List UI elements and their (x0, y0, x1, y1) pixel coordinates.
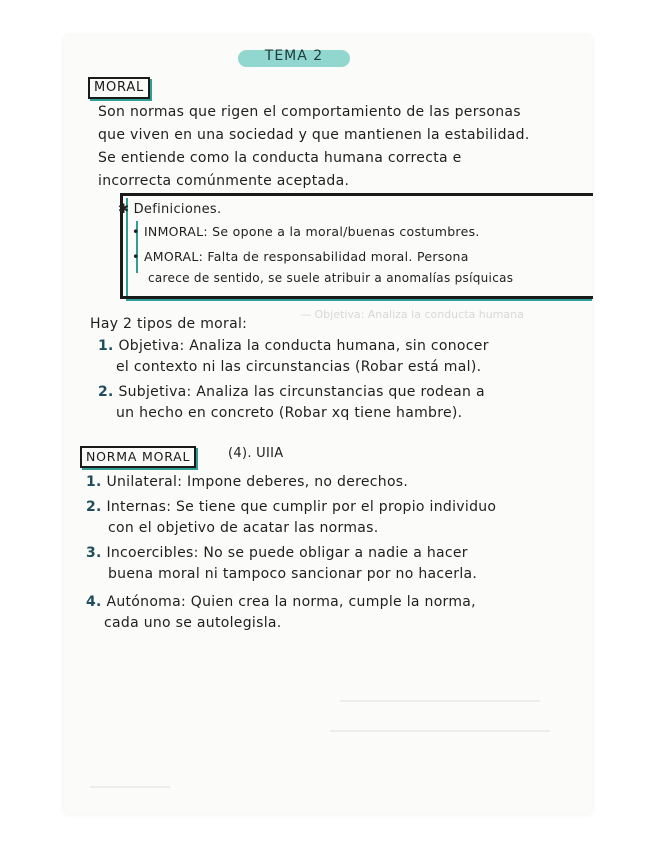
tipo-1-line-2: el contexto ni las circunstancias (Robar está mal). (116, 359, 482, 375)
definicion-amoral-2: carece de sentido, se suele atribuir a anomalías psíquicas (148, 271, 514, 285)
page-title (238, 48, 350, 68)
norma-moral-suffix: (4). UIIA (228, 446, 284, 461)
tipo-2-line-1 (98, 384, 485, 400)
faint-line (340, 700, 540, 702)
norma-2-text: Internas: Se tiene que cumplir por el propio individuo (106, 499, 497, 515)
norma-4-number: 4. (86, 594, 102, 610)
moral-heading-box: MORAL (88, 77, 150, 99)
norma-1-text: Unilateral: Impone deberes, no derechos. (106, 474, 409, 490)
moral-line-4: incorrecta comúnmente aceptada. (98, 173, 350, 189)
moral-line-2: que viven en una sociedad y que mantienen la estabilidad. (98, 127, 530, 143)
faint-line (330, 730, 550, 732)
norma-2-number: 2. (86, 499, 102, 515)
tipos-intro: Hay 2 tipos de moral: (90, 316, 248, 332)
tipo-2-line-2: un hecho en concreto (Robar xq tiene hambre). (116, 405, 463, 421)
norma-3-number: 3. (86, 545, 102, 561)
norma-4-line-1 (86, 594, 476, 610)
definiciones-heading: ✱ Definiciones. (118, 202, 222, 217)
tipo-1-number: 1. (98, 338, 114, 354)
norma-4-line-2: cada uno se autolegisla. (104, 615, 282, 631)
moral-line-1: Son normas que rigen el comportamiento de las personas (98, 104, 521, 120)
norma-2-line-1 (86, 499, 496, 515)
norma-1-line-1 (86, 474, 408, 490)
tipo-2-number: 2. (98, 384, 114, 400)
faint-line (90, 786, 170, 788)
definicion-amoral-1: • AMORAL: Falta de responsabilidad moral. Persona (132, 249, 469, 264)
definicion-inmoral: • INMORAL: Se opone a la moral/buenas costumbres. (132, 224, 480, 239)
tipo-1-text: Objetiva: Analiza la conducta humana, sin conocer (118, 338, 489, 354)
norma-3-line-1 (86, 545, 468, 561)
tipo-1-line-1 (98, 338, 489, 354)
tipo-2-text: Subjetiva: Analiza las circunstancias que rodean a (118, 384, 485, 400)
moral-line-3: Se entiende como la conducta humana correcta e (98, 150, 462, 166)
bleed-through-text: — Objetiva: Analiza la conducta humana (300, 308, 524, 321)
norma-2-line-2: con el objetivo de acatar las normas. (108, 520, 379, 536)
norma-1-number: 1. (86, 474, 102, 490)
norma-3-line-2: buena moral ni tampoco sancionar por no hacerla. (108, 566, 478, 582)
title-text: TEMA 2 (264, 48, 324, 64)
norma-3-text: Incoercibles: No se puede obligar a nadie a hacer (106, 545, 468, 561)
norma-4-text: Autónoma: Quien crea la norma, cumple la norma, (106, 594, 476, 610)
norma-moral-heading-box: NORMA MORAL (80, 446, 196, 468)
